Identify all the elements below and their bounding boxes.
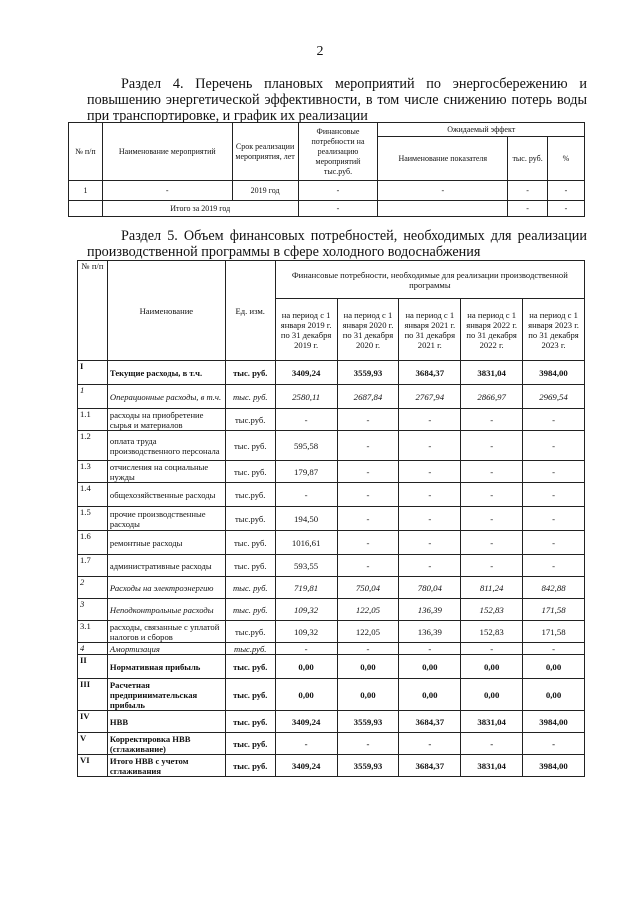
row-value: 3409,24	[275, 755, 337, 777]
s4-header-indicator: Наименование показателя	[378, 137, 508, 181]
row-value: 0,00	[399, 679, 461, 711]
row-value: -	[461, 409, 523, 431]
row-value: 3684,37	[399, 361, 461, 385]
row-value: 0,00	[523, 655, 585, 679]
row-name: Итого НВВ с учетом сглаживания	[107, 755, 225, 777]
s4-header-name: Наименование мероприятий	[102, 123, 232, 181]
row-value: 2866,97	[461, 385, 523, 409]
row-number: 1.4	[78, 483, 108, 507]
row-value: -	[275, 643, 337, 655]
row-value: -	[523, 483, 585, 507]
row-value: -	[275, 483, 337, 507]
row-value: -	[461, 643, 523, 655]
row-value: 3984,00	[523, 755, 585, 777]
row-unit: тыс. руб.	[225, 431, 275, 461]
row-value: 842,88	[523, 577, 585, 599]
row-value: 811,24	[461, 577, 523, 599]
row-name: Амортизация	[107, 643, 225, 655]
row-value: 152,83	[461, 599, 523, 621]
table-row	[78, 409, 585, 431]
s4-cell: 1	[69, 181, 103, 201]
row-value: 194,50	[275, 507, 337, 531]
row-value: 0,00	[275, 679, 337, 711]
s5-header-period-2019: на период с 1 января 2019 г. по 31 декабря 2019 г.	[275, 299, 337, 361]
row-value: 122,05	[337, 599, 399, 621]
row-value: -	[399, 483, 461, 507]
row-number: IV	[78, 711, 108, 733]
s4-table-row	[69, 181, 585, 201]
row-value: 750,04	[337, 577, 399, 599]
row-number: 1.2	[78, 431, 108, 461]
row-unit: тыс. руб.	[225, 655, 275, 679]
row-value: 122,05	[337, 621, 399, 643]
s5-header-num: № п/п	[78, 261, 108, 361]
s4-header-finance: Финансовые потребности на реализацию мероприятий тыс.руб.	[298, 123, 378, 181]
row-unit: тыс.руб.	[225, 507, 275, 531]
row-value: -	[461, 733, 523, 755]
row-value: 780,04	[399, 577, 461, 599]
row-value: -	[399, 531, 461, 555]
row-value: 0,00	[337, 679, 399, 711]
row-value: -	[461, 461, 523, 483]
row-name: Корректировка НВВ (сглаживание)	[107, 733, 225, 755]
table-row	[78, 555, 585, 577]
row-value: 0,00	[399, 655, 461, 679]
row-value: -	[337, 507, 399, 531]
row-unit: тыс. руб.	[225, 577, 275, 599]
row-value: -	[399, 733, 461, 755]
s4-total-label: Итого за 2019 год	[102, 201, 298, 217]
s4-header-num: № п/п	[69, 123, 103, 181]
row-value: -	[461, 507, 523, 531]
row-value: 3684,37	[399, 755, 461, 777]
s4-header-unit: тыс. руб.	[508, 137, 548, 181]
row-number: 4	[78, 643, 108, 655]
row-name: ремонтные расходы	[107, 531, 225, 555]
row-value: 595,58	[275, 431, 337, 461]
row-value: 136,39	[399, 621, 461, 643]
s4-cell: -	[508, 181, 548, 201]
row-name: общехозяйственные расходы	[107, 483, 225, 507]
table-row	[78, 679, 585, 711]
row-value: -	[523, 507, 585, 531]
s5-header-name: Наименование	[107, 261, 225, 361]
s4-total-row	[69, 201, 585, 217]
section4-table	[68, 122, 585, 217]
row-name: Неподконтрольные расходы	[107, 599, 225, 621]
s5-header-period-2021: на период с 1 января 2021 г. по 31 декабря 2021 г.	[399, 299, 461, 361]
row-value: -	[399, 409, 461, 431]
section5-table-body	[78, 361, 585, 777]
row-value: -	[399, 643, 461, 655]
row-unit: тыс.руб.	[225, 483, 275, 507]
row-value: -	[399, 431, 461, 461]
table-row	[78, 483, 585, 507]
s5-header-period-2020: на период с 1 января 2020 г. по 31 декабря 2020 г.	[337, 299, 399, 361]
row-value: -	[399, 507, 461, 531]
row-value: -	[275, 733, 337, 755]
s4-header-term: Срок реализации мероприятия, лет	[232, 123, 298, 181]
row-value: 179,87	[275, 461, 337, 483]
row-value: -	[337, 531, 399, 555]
row-value: -	[275, 409, 337, 431]
row-value: 152,83	[461, 621, 523, 643]
row-value: -	[523, 733, 585, 755]
row-value: 3831,04	[461, 711, 523, 733]
row-value: 3409,24	[275, 711, 337, 733]
row-value: 1016,61	[275, 531, 337, 555]
table-row	[78, 507, 585, 531]
s4-cell: -	[548, 181, 585, 201]
s5-header-period-2023: на период с 1 января 2023 г. по 31 декабря 2023 г.	[523, 299, 585, 361]
s4-header-effect: Ожидаемый эффект	[378, 123, 585, 137]
table-row	[78, 643, 585, 655]
row-value: -	[523, 461, 585, 483]
row-value: 3831,04	[461, 361, 523, 385]
table-row	[78, 599, 585, 621]
row-name: оплата труда производственного персонала	[107, 431, 225, 461]
row-name: Расходы на электроэнергию	[107, 577, 225, 599]
row-unit: тыс. руб.	[225, 679, 275, 711]
section4-title	[87, 76, 587, 124]
row-value: 3984,00	[523, 711, 585, 733]
row-value: -	[461, 531, 523, 555]
row-value: -	[337, 733, 399, 755]
row-unit: тыс. руб.	[225, 555, 275, 577]
row-value: -	[337, 431, 399, 461]
row-name: отчисления на социальные нужды	[107, 461, 225, 483]
row-value: 3559,93	[337, 755, 399, 777]
table-row	[78, 577, 585, 599]
row-value: 3684,37	[399, 711, 461, 733]
row-unit: тыс. руб.	[225, 711, 275, 733]
row-name: расходы на приобретение сырья и материалов	[107, 409, 225, 431]
row-value: 2969,54	[523, 385, 585, 409]
s4-header-percent: %	[548, 137, 585, 181]
row-value: -	[337, 409, 399, 431]
row-name: административные расходы	[107, 555, 225, 577]
row-name: Нормативная прибыль	[107, 655, 225, 679]
section5-title-text: Раздел 5. Объем финансовых потребностей, необходимых для реализации производственной программы в сфере холодного водоснабжения	[87, 228, 587, 260]
row-number: VI	[78, 755, 108, 777]
s4-cell: -	[298, 181, 378, 201]
row-value: -	[523, 409, 585, 431]
row-value: -	[337, 643, 399, 655]
row-value: 593,55	[275, 555, 337, 577]
table-row	[78, 733, 585, 755]
table-row	[78, 361, 585, 385]
s4-cell: -	[548, 201, 585, 217]
row-value: 3559,93	[337, 711, 399, 733]
row-value: 0,00	[461, 679, 523, 711]
row-value: 3409,24	[275, 361, 337, 385]
row-number: II	[78, 655, 108, 679]
row-name: расходы, связанные с уплатой налогов и сборов	[107, 621, 225, 643]
row-number: 1.3	[78, 461, 108, 483]
table-row	[78, 431, 585, 461]
s4-cell: -	[298, 201, 378, 217]
table-row	[78, 461, 585, 483]
row-name: прочие производственные расходы	[107, 507, 225, 531]
s5-header-unit: Ед. изм.	[225, 261, 275, 361]
row-number: 3	[78, 599, 108, 621]
row-value: 109,32	[275, 599, 337, 621]
row-value: 719,81	[275, 577, 337, 599]
row-number: 1	[78, 385, 108, 409]
row-value: 136,39	[399, 599, 461, 621]
row-value: 3831,04	[461, 755, 523, 777]
row-name: НВВ	[107, 711, 225, 733]
row-value: 3559,93	[337, 361, 399, 385]
row-value: -	[461, 555, 523, 577]
s5-header-group: Финансовые потребности, необходимые для реализации производственной программы	[275, 261, 584, 299]
row-number: 1.5	[78, 507, 108, 531]
row-value: -	[523, 431, 585, 461]
row-number: 3.1	[78, 621, 108, 643]
section5-title	[87, 228, 587, 260]
row-value: -	[399, 555, 461, 577]
s4-cell: -	[102, 181, 232, 201]
row-name: Расчетная предпринимательская прибыль	[107, 679, 225, 711]
row-unit: тыс. руб.	[225, 733, 275, 755]
row-unit: тыс. руб.	[225, 461, 275, 483]
row-value: -	[399, 461, 461, 483]
row-value: 171,58	[523, 621, 585, 643]
row-value: -	[337, 483, 399, 507]
s5-header-period-2022: на период с 1 января 2022 г. по 31 декабря 2022 г.	[461, 299, 523, 361]
row-value: 0,00	[275, 655, 337, 679]
row-unit: тыс. руб.	[225, 599, 275, 621]
row-name: Операционные расходы, в т.ч.	[107, 385, 225, 409]
page-number: 2	[316, 44, 324, 59]
s4-cell: -	[378, 181, 508, 201]
row-unit: тыс.руб.	[225, 409, 275, 431]
row-value: -	[461, 483, 523, 507]
row-unit: тыс. руб.	[225, 385, 275, 409]
row-value: 2687,84	[337, 385, 399, 409]
row-value: 2767,94	[399, 385, 461, 409]
row-value: 3984,00	[523, 361, 585, 385]
row-value: 0,00	[337, 655, 399, 679]
s4-cell: -	[508, 201, 548, 217]
row-number: III	[78, 679, 108, 711]
row-unit: тыс.руб.	[225, 643, 275, 655]
table-row	[78, 621, 585, 643]
section4-title-text: Раздел 4. Перечень плановых мероприятий по энергосбережению и повышению энергетической эффективности, в том числе снижению потерь воды при транспортировке, и график их реализации	[87, 76, 587, 124]
row-number: 1.7	[78, 555, 108, 577]
row-value: -	[523, 531, 585, 555]
row-value: -	[523, 555, 585, 577]
row-number: I	[78, 361, 108, 385]
row-value: -	[523, 643, 585, 655]
s4-cell: 2019 год	[232, 181, 298, 201]
row-unit: тыс. руб.	[225, 531, 275, 555]
row-value: -	[337, 461, 399, 483]
row-number: 2	[78, 577, 108, 599]
table-row	[78, 531, 585, 555]
row-value: 171,58	[523, 599, 585, 621]
table-row	[78, 755, 585, 777]
row-value: 2580,11	[275, 385, 337, 409]
row-number: V	[78, 733, 108, 755]
row-unit: тыс. руб.	[225, 755, 275, 777]
row-unit: тыс.руб.	[225, 621, 275, 643]
table-row	[78, 385, 585, 409]
row-value: -	[461, 431, 523, 461]
row-number: 1.6	[78, 531, 108, 555]
row-value: -	[337, 555, 399, 577]
table-row	[78, 711, 585, 733]
row-value: 0,00	[523, 679, 585, 711]
row-value: 109,32	[275, 621, 337, 643]
row-number: 1.1	[78, 409, 108, 431]
row-value: 0,00	[461, 655, 523, 679]
section5-table	[77, 260, 585, 777]
row-unit: тыс. руб.	[225, 361, 275, 385]
row-name: Текущие расходы, в т.ч.	[107, 361, 225, 385]
table-row	[78, 655, 585, 679]
